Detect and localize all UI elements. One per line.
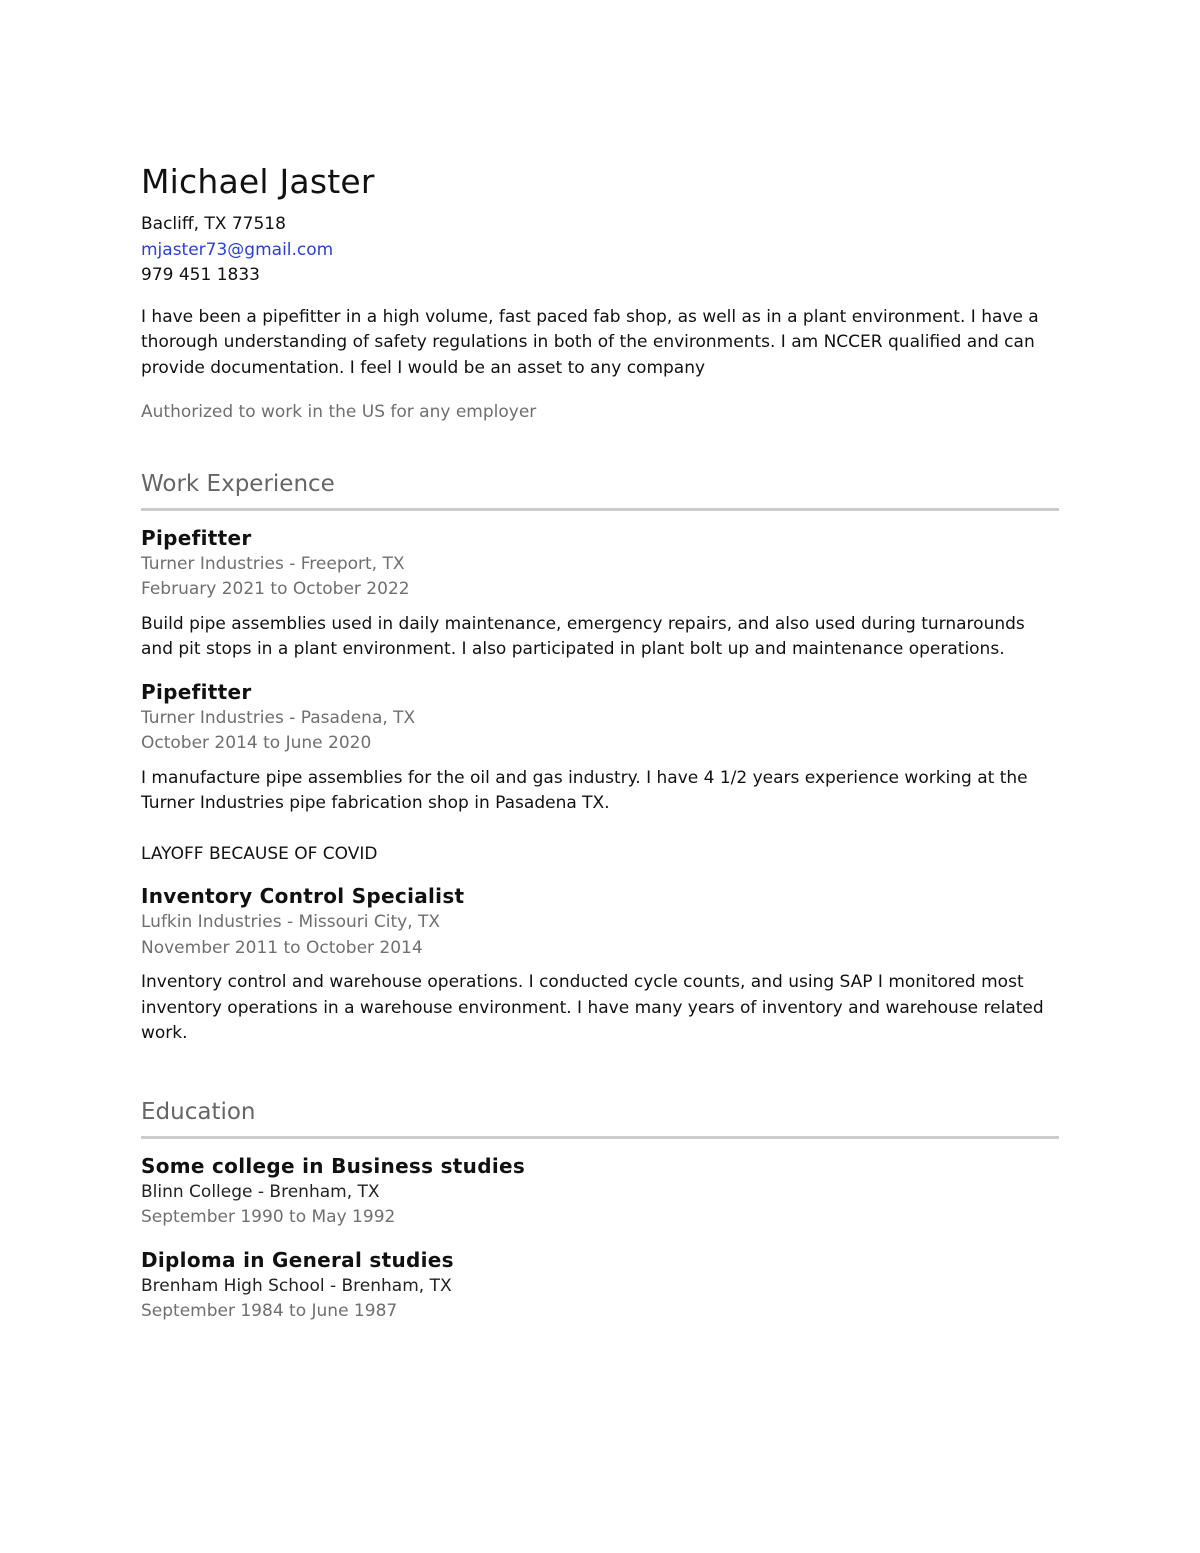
school-name: Brenham High School - Brenham, TX: [141, 1275, 452, 1296]
job-note: LAYOFF BECAUSE OF COVID: [141, 843, 378, 864]
degree-title: Diploma in General studies: [141, 1247, 454, 1272]
resume-page: [141, 160, 1059, 1325]
work-authorization: Authorized to work in the US for any employer: [141, 402, 537, 422]
job-dates: October 2014 to June 2020: [141, 733, 372, 753]
job-company: Lufkin Industries - Missouri City, TX: [141, 912, 441, 932]
job-dates: November 2011 to October 2014: [141, 937, 423, 958]
education-entry: [141, 1153, 1059, 1231]
phone-number: 979 451 1833: [141, 265, 260, 285]
job-description: Build pipe assemblies used in daily maintenance, emergency repairs, and also used during turnarounds and pit stops in a plant environment. I also participated in plant bolt up and maintenance operations.: [141, 613, 1025, 659]
education-dates: September 1990 to May 1992: [141, 1207, 396, 1227]
degree-title: Some college in Business studies: [141, 1153, 526, 1178]
education-dates: September 1984 to June 1987: [141, 1301, 398, 1321]
job-title: Pipefitter: [141, 525, 252, 550]
email-link[interactable]: mjaster73@gmail.com: [141, 239, 334, 260]
job-company: Turner Industries - Pasadena, TX: [141, 707, 416, 728]
education-heading: Education: [141, 1097, 1059, 1139]
job-title: Inventory Control Specialist: [141, 884, 465, 908]
job-dates: February 2021 to October 2022: [141, 579, 410, 599]
education-entry: [141, 1247, 1059, 1325]
summary-paragraph: I have been a pipefitter in a high volume, fast paced fab shop, as well as in a plant environment. I have a thorough understanding of safety regulations in both of the environments. I am NCCER qualified and can provide documentation. I feel I would be an asset to any company: [141, 306, 1039, 378]
job-entry: [141, 525, 1059, 663]
candidate-name: Michael Jaster: [141, 162, 375, 201]
school-name: Blinn College - Brenham, TX: [141, 1181, 380, 1202]
work-experience-heading: Work Experience: [141, 469, 1059, 511]
location: Bacliff, TX 77518: [141, 214, 286, 234]
job-company: Turner Industries - Freeport, TX: [141, 553, 405, 574]
job-description: I manufacture pipe assemblies for the oil and gas industry. I have 4 1/2 years experience working at the Turner Industries pipe fabrication shop in Pasadena TX.: [141, 767, 1028, 813]
email-line: [141, 238, 1059, 264]
job-title: Pipefitter: [141, 679, 252, 704]
job-entry: [141, 883, 1059, 1047]
job-description: Inventory control and warehouse operations. I conducted cycle counts, and using SAP I monitored most inventory operations in a warehouse environment. I have many years of inventory and warehouse related work.: [141, 972, 1044, 1043]
job-entry: [141, 679, 1059, 868]
